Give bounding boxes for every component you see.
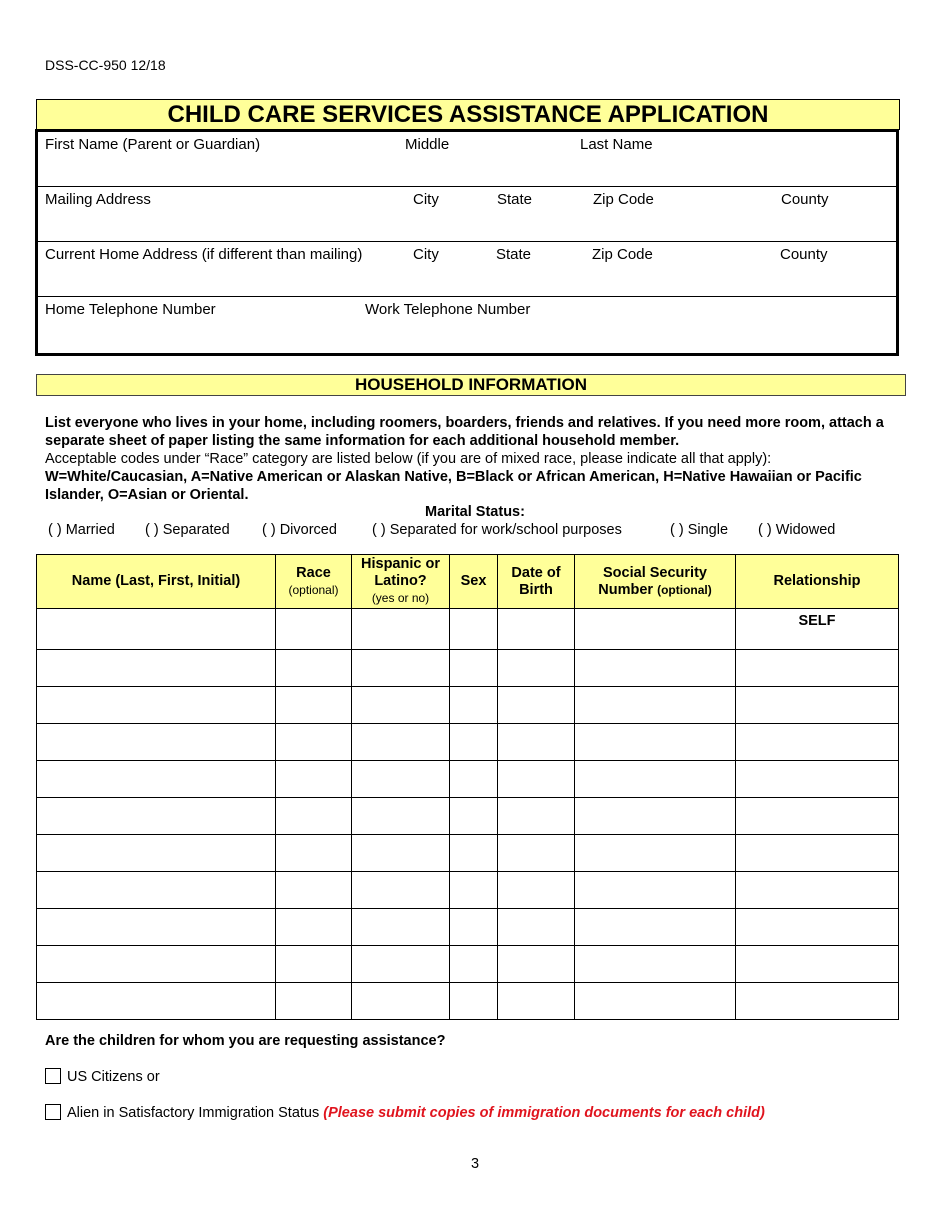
cell-relationship[interactable] [736, 909, 899, 946]
mailing-address-row [38, 187, 896, 242]
work-phone-label: Work Telephone Number [365, 301, 531, 318]
cell-race[interactable] [276, 872, 352, 909]
cell-race[interactable] [276, 687, 352, 724]
cell-dob[interactable] [498, 872, 575, 909]
cell-dob[interactable] [498, 761, 575, 798]
household-table [36, 554, 899, 1020]
instructions-race-codes: W=White/Caucasian, A=Native American or Alaskan Native, B=Black or African American, H=Native Hawaiian or Pacific Islander, O=Asian or Oriental. [45, 469, 862, 503]
us-citizens-option [45, 1068, 160, 1085]
table-row [37, 798, 899, 835]
col-name-header: Name (Last, First, Initial) [37, 555, 276, 609]
col-relationship-header: Relationship [736, 555, 899, 609]
cell-ssn[interactable] [575, 798, 736, 835]
cell-dob[interactable] [498, 835, 575, 872]
cell-relationship[interactable] [736, 983, 899, 1020]
cell-relationship[interactable] [736, 761, 899, 798]
marital-status-title: Marital Status: [425, 504, 525, 520]
cell-name[interactable] [37, 872, 276, 909]
table-row [37, 724, 899, 761]
cell-relationship[interactable] [736, 946, 899, 983]
col-ssn-header: Social Security Number (optional) [575, 555, 736, 609]
cell-dob[interactable] [498, 946, 575, 983]
cell-sex[interactable] [450, 650, 498, 687]
cell-hispanic[interactable] [352, 835, 450, 872]
mailing-state-label: State [497, 191, 533, 208]
table-row [37, 946, 899, 983]
cell-relationship[interactable] [736, 872, 899, 909]
cell-ssn[interactable] [575, 909, 736, 946]
cell-relationship[interactable] [736, 798, 899, 835]
cell-name[interactable] [37, 798, 276, 835]
col-sex-header: Sex [450, 555, 498, 609]
cell-hispanic[interactable] [352, 609, 450, 650]
cell-sex[interactable] [450, 609, 498, 650]
cell-sex[interactable] [450, 946, 498, 983]
cell-name[interactable] [37, 650, 276, 687]
cell-race[interactable] [276, 946, 352, 983]
cell-sex[interactable] [450, 909, 498, 946]
cell-ssn[interactable] [575, 983, 736, 1020]
marital-option-divorced[interactable]: ( ) Divorced [262, 522, 337, 538]
cell-sex[interactable] [450, 724, 498, 761]
cell-race[interactable] [276, 798, 352, 835]
home-zip-label: Zip Code [592, 246, 653, 263]
cell-dob[interactable] [498, 650, 575, 687]
cell-sex[interactable] [450, 983, 498, 1020]
cell-name[interactable] [37, 609, 276, 650]
cell-race[interactable] [276, 724, 352, 761]
alien-status-checkbox[interactable] [45, 1104, 61, 1120]
home-address-row [38, 242, 896, 297]
mailing-address-label: Mailing Address [45, 191, 151, 208]
alien-status-label: Alien in Satisfactory Immigration Status [67, 1105, 320, 1121]
page-number: 3 [470, 1156, 480, 1172]
household-instructions [45, 414, 905, 504]
cell-relationship[interactable] [736, 687, 899, 724]
last-name-label: Last Name [580, 136, 653, 153]
home-state-label: State [496, 246, 532, 263]
cell-sex[interactable] [450, 687, 498, 724]
cell-race[interactable] [276, 909, 352, 946]
marital-option-separated[interactable]: ( ) Separated [145, 522, 230, 538]
marital-option-single[interactable]: ( ) Single [670, 522, 729, 538]
cell-ssn[interactable] [575, 946, 736, 983]
mailing-zip-label: Zip Code [593, 191, 654, 208]
cell-hispanic[interactable] [352, 983, 450, 1020]
cell-race[interactable] [276, 983, 352, 1020]
cell-name[interactable] [37, 946, 276, 983]
telephone-row [38, 297, 896, 351]
cell-sex[interactable] [450, 761, 498, 798]
cell-ssn[interactable] [575, 724, 736, 761]
immigration-note: (Please submit copies of immigration documents for each child) [323, 1105, 765, 1121]
table-row [37, 983, 899, 1020]
col-hispanic-header: Hispanic or Latino? (yes or no) [352, 555, 450, 609]
cell-race[interactable] [276, 761, 352, 798]
cell-relationship[interactable] [736, 835, 899, 872]
col-dob-header: Date of Birth [498, 555, 575, 609]
table-header-row [37, 555, 899, 609]
middle-name-label: Middle [405, 136, 450, 153]
cell-hispanic[interactable] [352, 650, 450, 687]
cell-name[interactable] [37, 761, 276, 798]
cell-dob[interactable] [498, 798, 575, 835]
col-race-header: Race (optional) [276, 555, 352, 609]
cell-dob[interactable] [498, 983, 575, 1020]
us-citizens-checkbox[interactable] [45, 1068, 61, 1084]
home-address-label: Current Home Address (if different than mailing) [45, 246, 363, 263]
cell-sex[interactable] [450, 835, 498, 872]
citizenship-question: Are the children for whom you are requesting assistance? [45, 1033, 446, 1049]
cell-relationship[interactable]: SELF [736, 609, 899, 650]
cell-hispanic[interactable] [352, 909, 450, 946]
cell-dob[interactable] [498, 724, 575, 761]
home-county-label: County [780, 246, 828, 263]
marital-option-married[interactable]: ( ) Married [48, 522, 115, 538]
table-row [37, 609, 899, 650]
home-city-label: City [413, 246, 439, 263]
cell-race[interactable] [276, 609, 352, 650]
cell-name[interactable] [37, 835, 276, 872]
marital-option-separated-work[interactable]: ( ) Separated for work/school purposes [372, 522, 622, 538]
page-title: CHILD CARE SERVICES ASSISTANCE APPLICATION [36, 99, 900, 130]
cell-dob[interactable] [498, 909, 575, 946]
first-name-label: First Name (Parent or Guardian) [45, 136, 261, 153]
cell-relationship[interactable] [736, 724, 899, 761]
cell-ssn[interactable] [575, 761, 736, 798]
cell-name[interactable] [37, 983, 276, 1020]
cell-sex[interactable] [450, 798, 498, 835]
cell-race[interactable] [276, 650, 352, 687]
cell-name[interactable] [37, 687, 276, 724]
cell-ssn[interactable] [575, 687, 736, 724]
name-row [38, 132, 896, 187]
table-row [37, 687, 899, 724]
table-row [37, 909, 899, 946]
cell-ssn[interactable] [575, 609, 736, 650]
cell-hispanic[interactable] [352, 946, 450, 983]
cell-hispanic[interactable] [352, 724, 450, 761]
table-row [37, 761, 899, 798]
cell-hispanic[interactable] [352, 872, 450, 909]
form-id: DSS-CC-950 12/18 [45, 57, 166, 73]
marital-option-widowed[interactable]: ( ) Widowed [758, 522, 836, 538]
mailing-county-label: County [781, 191, 829, 208]
cell-hispanic[interactable] [352, 687, 450, 724]
cell-ssn[interactable] [575, 835, 736, 872]
household-header: HOUSEHOLD INFORMATION [36, 374, 906, 396]
table-row [37, 835, 899, 872]
instructions-bold-1: List everyone who lives in your home, including roomers, boarders, friends and relatives. If you need more room, attach a separate sheet of paper listing the same information for each additional household member. [45, 415, 884, 449]
cell-name[interactable] [37, 909, 276, 946]
table-row [37, 872, 899, 909]
cell-dob[interactable] [498, 609, 575, 650]
cell-relationship[interactable] [736, 650, 899, 687]
table-row [37, 650, 899, 687]
cell-ssn[interactable] [575, 650, 736, 687]
home-phone-label: Home Telephone Number [45, 301, 216, 318]
cell-name[interactable] [37, 724, 276, 761]
cell-hispanic[interactable] [352, 798, 450, 835]
alien-status-option [45, 1104, 765, 1121]
instructions-race-note: Acceptable codes under “Race” category are listed below (if you are of mixed race, please indicate all that apply): [45, 451, 772, 467]
mailing-city-label: City [413, 191, 439, 208]
cell-dob[interactable] [498, 687, 575, 724]
cell-race[interactable] [276, 835, 352, 872]
applicant-info-box [35, 129, 899, 356]
us-citizens-label: US Citizens or [67, 1069, 160, 1085]
cell-hispanic[interactable] [352, 761, 450, 798]
cell-sex[interactable] [450, 872, 498, 909]
cell-ssn[interactable] [575, 872, 736, 909]
